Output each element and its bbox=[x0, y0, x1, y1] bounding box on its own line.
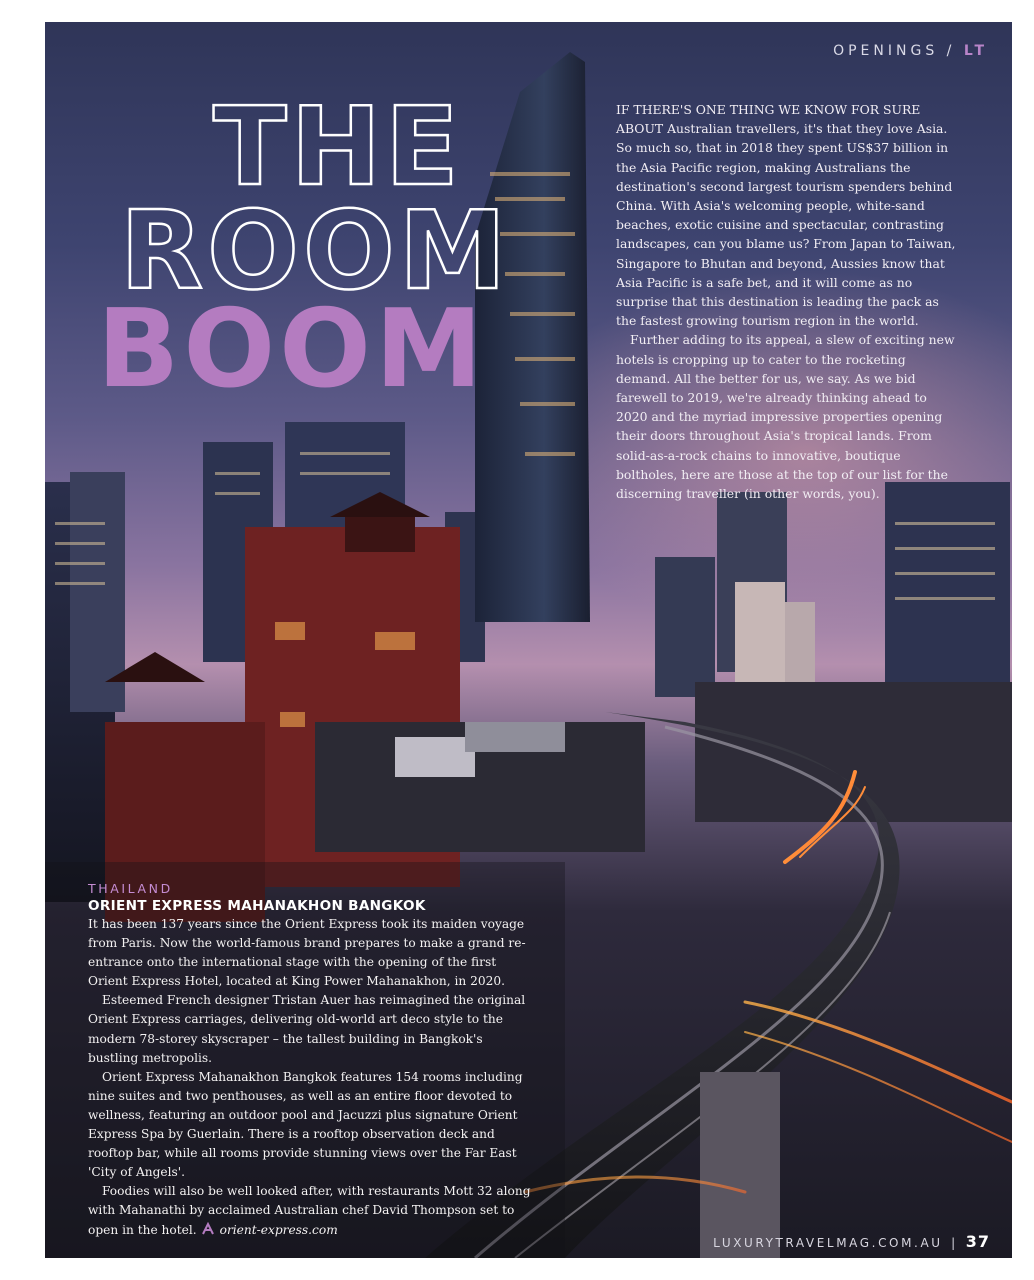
intro-paragraph: Further adding to its appeal, a slew of exciting new hotels is cropping up to cater to the rocketing demand. All the better for us, we say. As we bid farewell to 2019, we're already thinking ahead to 2020 and the myriad impressive properties opening their doors throughout Asia's tropical lands. From solid-as-a-rock chains to innovative, boutique boltholes, here are those at the top of our list for the discerning traveller (in other words, you). bbox=[616, 332, 955, 502]
feature-paragraph-text: Foodies will also be well looked after, with restaurants Mott 32 along with Mahanathi by acclaimed Australian chef David Thompson set to open in the hotel. bbox=[88, 1184, 531, 1237]
title-line-the: THE bbox=[213, 85, 463, 210]
section-tag: LT bbox=[963, 43, 988, 59]
feature-paragraph-last bbox=[88, 1182, 533, 1239]
mahanakhon-tower bbox=[475, 52, 590, 622]
magazine-page bbox=[45, 22, 1012, 1258]
intro-paragraph: IF THERE'S ONE THING WE KNOW FOR SURE ABOUT Australian travellers, it's that they love Asia. So much so, that in 2018 they spent US$37 billion in the Asia Pacific region, making Australians the destination's second largest tourism spenders behind China. With Asia's welcoming people, white-sand beaches, exotic cuisine and spectacular, contrasting landscapes, can you blame us? From Japan to Taiwan, Singapore to Bhutan and beyond, Aussies know that Asia Pacific is a safe bet, and it will come as no surprise that this destination is leading the pack as the fastest growing tourism region in the world. bbox=[616, 102, 956, 329]
page-number: 37 bbox=[965, 1232, 990, 1251]
section-label: OPENINGS bbox=[833, 43, 939, 59]
right-buildings bbox=[655, 482, 1010, 697]
pagoda-building bbox=[105, 492, 460, 922]
intro-text bbox=[616, 100, 961, 503]
website-link[interactable]: orient-express.com bbox=[219, 1222, 338, 1237]
feature-paragraph: Orient Express Mahanakhon Bangkok features 154 rooms including nine suites and two penthouses, as well as an entire floor devoted to wellness, featuring an outdoor pool and Jacuzzi plus signature Orient Express Spa by Guerlain. There is a rooftop observation deck and rooftop bar, while all rooms provide stunning views over the Far East 'City of Angels'. bbox=[88, 1069, 523, 1180]
footer-site[interactable]: LUXURYTRAVELMAG.COM.AU bbox=[713, 1236, 943, 1250]
title-line-boom: BOOM bbox=[97, 287, 487, 412]
feature-paragraph: Esteemed French designer Tristan Auer has reimagined the original Orient Express carriages, delivering old-world art deco style to the modern 78-storey skyscraper – the tallest building in Bangkok's bustling metropolis. bbox=[88, 993, 526, 1065]
section-header bbox=[833, 43, 988, 59]
page-footer bbox=[713, 1232, 990, 1251]
region-label: THAILAND bbox=[88, 881, 173, 896]
lt-logo-icon bbox=[201, 1222, 215, 1236]
hotel-feature bbox=[88, 880, 533, 1240]
footer-divider: | bbox=[951, 1236, 958, 1250]
section-separator: / bbox=[946, 43, 956, 59]
title-line-room: ROOM bbox=[120, 189, 511, 314]
feature-paragraph: It has been 137 years since the Orient Express took its maiden voyage from Paris. Now the world-famous brand prepares to make a grand re-entrance onto the international stage with the opening of the first Orient Express Hotel, located at King Power Mahanakhon, in 2020. bbox=[88, 917, 526, 989]
hotel-name: ORIENT EXPRESS MAHANAKHON BANGKOK bbox=[88, 898, 426, 914]
